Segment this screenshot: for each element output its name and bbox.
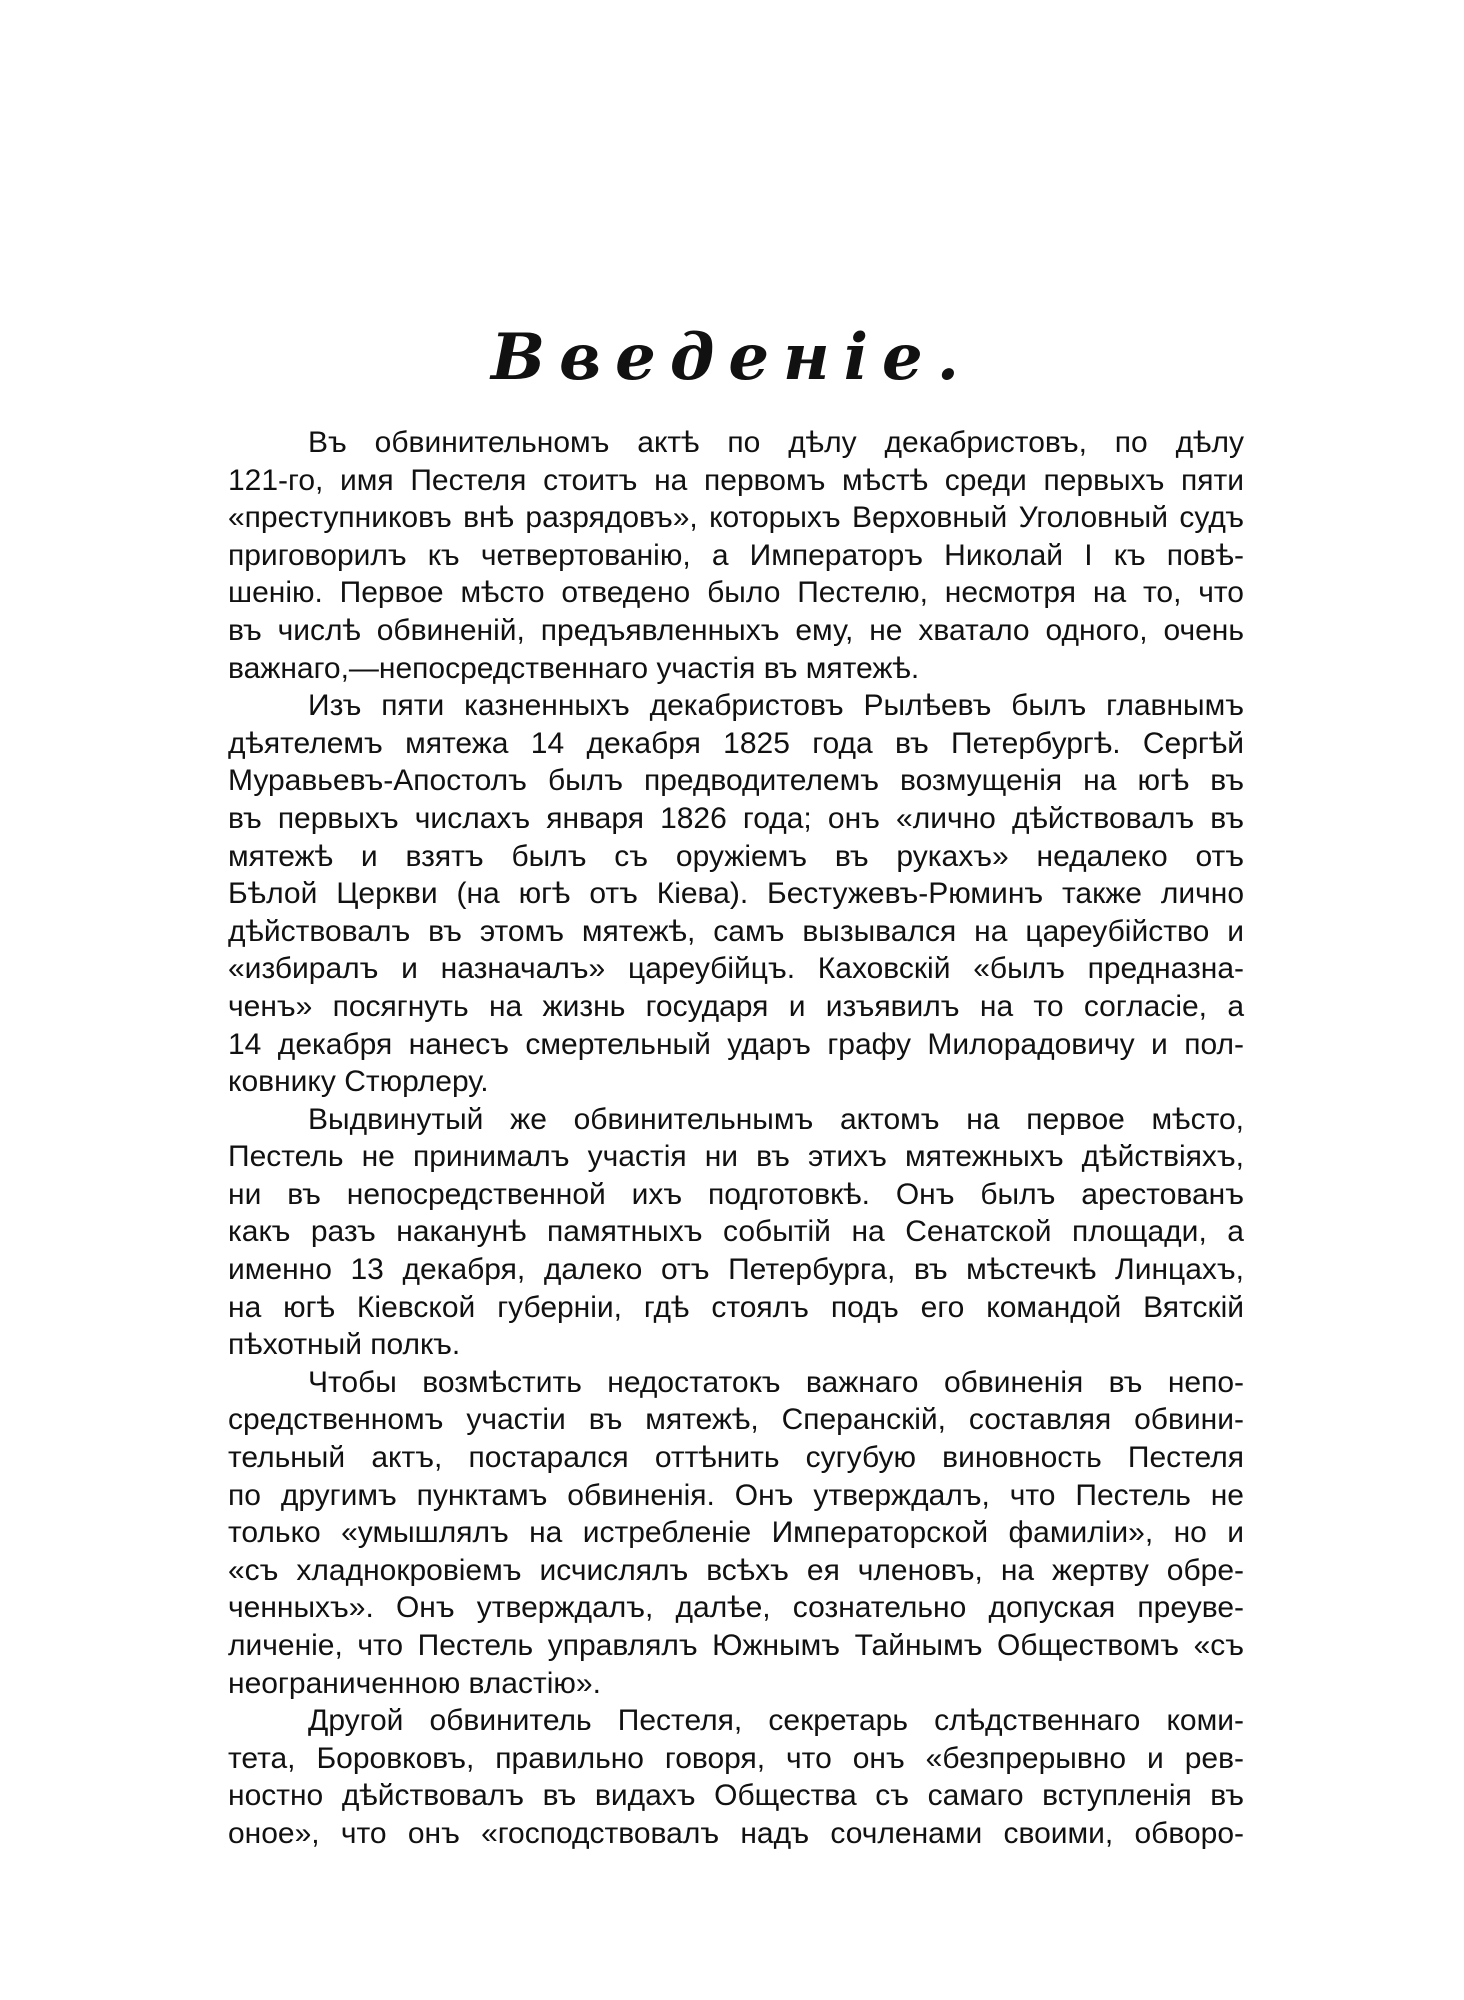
text-line: какъ разъ наканунѣ памятныхъ событій на Сенатской площади, а (228, 1215, 1244, 1249)
chapter-title: Введеніе. (490, 320, 974, 395)
text-line: «съ хладнокровіемъ исчислялъ всѣхъ ея членовъ, на жертву обре- (228, 1553, 1244, 1587)
text-line: Пестель не принималъ участія ни въ этихъ мятежныхъ дѣйствіяхъ, (228, 1140, 1244, 1174)
paragraph (228, 1364, 1244, 1702)
text-line: приговорилъ къ четвертованію, а Императоръ Николай I къ повѣ- (228, 538, 1244, 572)
text-line: мятежѣ и взятъ былъ съ оружіемъ въ рукахъ» недалеко отъ (228, 839, 1244, 873)
text-line: въ первыхъ числахъ января 1826 года; онъ «лично дѣйствовалъ въ (228, 801, 1244, 835)
text-line: дѣятелемъ мятежа 14 декабря 1825 года въ Петербургѣ. Сергѣй (228, 726, 1244, 760)
text-line: 14 декабря нанесъ смертельный ударъ графу Милорадовичу и пол- (228, 1027, 1244, 1061)
text-line: 121-го, имя Пестеля стоитъ на первомъ мѣстѣ среди первыхъ пяти (228, 463, 1244, 497)
text-line: Другой обвинитель Пестеля, секретарь слѣдственнаго коми- (308, 1704, 1244, 1738)
text-line: шенію. Первое мѣсто отведено было Пестелю, несмотря на то, что (228, 576, 1244, 610)
text-line: на югѣ Кіевской губерніи, гдѣ стоялъ подъ его командой Вятскій (228, 1290, 1244, 1324)
text-line: «преступниковъ внѣ разрядовъ», которыхъ Верховный Уголовный судъ (228, 501, 1244, 535)
text-line: дѣйствовалъ въ этомъ мятежѣ, самъ вызывался на цареубійство и (228, 914, 1244, 948)
text-line: въ числѣ обвиненій, предъявленныхъ ему, не хватало одного, очень (228, 613, 1244, 647)
text-line: ченныхъ». Онъ утверждалъ, далѣе, сознательно допуская преуве- (228, 1591, 1244, 1625)
text-line: ностно дѣйствовалъ въ видахъ Общества съ самаго вступленія въ (228, 1779, 1244, 1813)
text-line: тельный актъ, постарался оттѣнить сугубую виновность Пестеля (228, 1441, 1244, 1475)
text-line: Выдвинутый же обвинительнымъ актомъ на первое мѣсто, (308, 1102, 1244, 1136)
text-line: Чтобы возмѣстить недостатокъ важнаго обвиненія въ непо- (308, 1365, 1244, 1399)
text-line: Изъ пяти казненныхъ декабристовъ Рылѣевъ былъ главнымъ (308, 689, 1244, 723)
paragraph (228, 1101, 1244, 1364)
text-line: средственномъ участіи въ мятежѣ, Сперанскій, составляя обвини- (228, 1403, 1244, 1437)
text-line: Муравьевъ-Апостолъ былъ предводителемъ возмущенія на югѣ въ (228, 764, 1244, 798)
text-line: только «умышлялъ на истребленіе Императорской фамиліи», но и (228, 1516, 1244, 1550)
text-line: неограниченною властію». (228, 1666, 601, 1700)
text-line: по другимъ пунктамъ обвиненія. Онъ утверждалъ, что Пестель не (228, 1478, 1244, 1512)
text-line: именно 13 декабря, далеко отъ Петербурга, въ мѣстечкѣ Линцахъ, (228, 1253, 1244, 1287)
text-line: оное», что онъ «господствовалъ надъ сочленами своими, обворо- (228, 1816, 1244, 1850)
paragraph (228, 687, 1244, 1101)
text-line: Въ обвинительномъ актѣ по дѣлу декабристовъ, по дѣлу (308, 426, 1244, 459)
text-line: личеніе, что Пестель управлялъ Южнымъ Тайнымъ Обществомъ «съ (228, 1629, 1244, 1662)
text-line: ковнику Стюрлеру. (228, 1065, 489, 1099)
text-line: Бѣлой Церкви (на югѣ отъ Кіева). Бестужевъ-Рюминъ также лично (228, 877, 1244, 911)
text-line: «избиралъ и назначалъ» цареубійцъ. Каховскій «былъ предназна- (228, 952, 1244, 986)
body-text (228, 424, 1244, 1853)
text-line: ченъ» посягнуть на жизнь государя и изъявилъ на то согласіе, а (228, 989, 1244, 1023)
text-line: важнаго,—непосредственнаго участія въ мятежѣ. (228, 651, 920, 685)
text-line: пѣхотный полкъ. (228, 1328, 461, 1362)
paragraph (228, 424, 1244, 687)
text-line: ни въ непосредственной ихъ подготовкѣ. Онъ былъ арестованъ (228, 1177, 1244, 1211)
text-line: тета, Боровковъ, правильно говоря, что онъ «безпрерывно и рев- (228, 1741, 1244, 1775)
paragraph (228, 1702, 1244, 1852)
